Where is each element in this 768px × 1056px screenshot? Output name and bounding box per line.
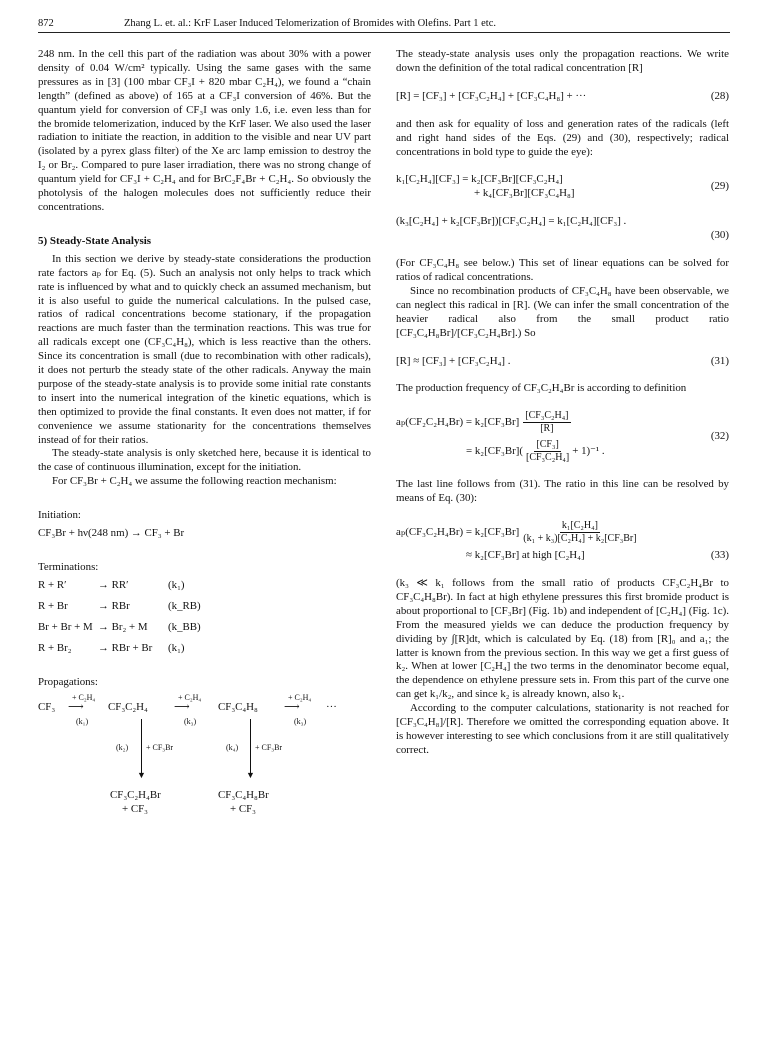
termination-k: (k_RB) xyxy=(168,599,201,612)
section-heading: 5) Steady-State Analysis xyxy=(38,234,152,247)
equation-number: (28) xyxy=(710,89,729,102)
propagation-scheme xyxy=(38,689,371,839)
equation-number: (29) xyxy=(710,180,729,193)
arrow-down-icon: ▼ xyxy=(137,770,146,781)
paragraph: The steady-state analysis uses only the propagation reactions. We write down the definition of the total radical concentration [R] xyxy=(396,48,729,74)
equation-31: [R] ≈ [CF₃] + [CF₃C₂H₄] . (31) xyxy=(396,354,729,367)
ellipsis: ··· xyxy=(326,701,337,714)
right-column xyxy=(396,48,729,758)
running-title: Zhang L. et. al.: KrF Laser Induced Telomerization of Bromides with Olefins. Part 1 etc. xyxy=(124,18,497,29)
species-cf3: CF₃ xyxy=(38,701,56,714)
terminations-table xyxy=(38,579,371,656)
paragraph: and then ask for equality of loss and generation rates of the radicals (left and right hand sides of the Eqs. (29) and (30), respectively; radical concentrations in bold type to guide the eye): xyxy=(396,117,729,158)
termination-rhs: → RBr xyxy=(98,599,130,612)
arrow-label-side: (k₂) xyxy=(116,743,129,753)
arrow-right-icon: ⟶ xyxy=(174,701,190,714)
arrow-down-icon: ▼ xyxy=(246,770,255,781)
species-cf3c2h4: CF₃C₂H₄ xyxy=(108,701,148,714)
arrow-label-bottom: (k₁) xyxy=(76,717,89,727)
arrow-right-icon: ⟶ xyxy=(284,701,300,714)
paragraph: The last line follows from (31). The ratio in this line can be resolved by means of Eq. (30): xyxy=(396,478,729,505)
equation-number: (33) xyxy=(710,549,729,562)
product-cf3: + CF₃ xyxy=(230,803,256,816)
arrow-label-top: + C₂H₄ xyxy=(288,693,312,703)
termination-rhs: → Br₂ + M xyxy=(98,620,148,633)
propagations-label: Propagations: xyxy=(38,675,98,688)
paragraph: According to the computer calculations, stationarity is not reached for [CF₃C₄H₈]/[R]. Therefore we omitted the corresponding equation above. It is however interesting to see which conclusions from it are still qualitatively correct. xyxy=(396,702,729,756)
termination-k: (k₁) xyxy=(168,578,185,591)
paragraph: (For CF₃C₄H₈ see below.) This set of linear equations can be solved for ratios of radical concentrations. xyxy=(396,257,729,283)
paragraph: In this section we derive by steady-state considerations the production rate factors aₚ for Eq. (5). Such an analysis not only helps to track which rate is influenced by what and to quickly check an assumed mechanism, but it is also useful to guide the numerical calculations. In the pulsed case, ratios of radical concentrations become stationary, if the propagation reactions are much faster than the termination reactions. This was true for all radicals except one (CF₃C₄H₈), which is less reactive than the others. Since its concentration is small (due to recombination with other radicals), it does not perturb the steady state of the other radicals. Anyway the main purpose of the steady-state analysis is to provide some initial rate constants to insert into the numerical integration of the kinetic equations, which is then optimized to provide the final constants. It even does not matter, if for convenience we assume stationarity for the concentrations themselves instead of for their ratios. xyxy=(38,252,371,446)
arrow-label-top: + C₂H₄ xyxy=(178,693,202,703)
terminations-label: Terminations: xyxy=(38,561,99,573)
paragraph: The production frequency of CF₃C₂H₄Br is according to definition xyxy=(396,382,687,395)
equation-30: (k₃[C₂H₄] + k₂[CF₃Br])[CF₃C₂H₄] = k₁[C₂H₄][CF₃] . xyxy=(396,215,627,228)
termination-lhs: R + Br₂ xyxy=(38,641,72,654)
equation-32: aₚ(CF₂C₂H₄Br) = k₂[CF₃Br] [CF₃C₂H₄] [R] = k₂[CF₃Br]( [CF₃] [CF₃C₂H₄] + 1)⁻¹ . (32) xyxy=(396,410,729,464)
initiation-equation: CF₃Br + hν(248 nm) → CF₃ + Br xyxy=(38,527,185,540)
product-cf3c2h4br: CF₃C₂H₄Br xyxy=(110,789,161,802)
arrow-label-top: + C₂H₄ xyxy=(72,693,96,703)
equation-28: [R] = [CF₃] + [CF₃C₂H₄] + [CF₃C₄H₈] + ··· (28) xyxy=(396,89,729,102)
termination-k: (k₁) xyxy=(168,641,185,654)
arrow-label-side: (k₄) xyxy=(226,743,239,753)
equation-33: aₚ(CF₃C₂H₄Br) = k₂[CF₃Br] k₁[C₂H₄] (k₁ + k₃)[C₂H₄] + k₂[CF₃Br] ≈ k₂[CF₃Br] at high [C₂H₄] (33) xyxy=(396,520,729,562)
paragraph: For CF₃Br + C₂H₄ we assume the following reaction mechanism: xyxy=(52,475,337,488)
product-cf3: + CF₃ xyxy=(122,803,148,816)
product-cf3c4h8br: CF₃C₄H₈Br xyxy=(218,789,269,802)
arrow-label-bottom: (k₃) xyxy=(294,717,307,727)
equation-number: (31) xyxy=(710,354,729,367)
arrow-right-icon: ⟶ xyxy=(68,701,84,714)
arrow-label-bottom: (k₃) xyxy=(184,717,197,727)
running-header xyxy=(38,18,730,33)
equation-number: (32) xyxy=(710,430,729,443)
termination-k: (k_BB) xyxy=(168,620,201,633)
termination-lhs: Br + Br + M xyxy=(38,620,93,633)
equation-29: k₁[C₂H₄][CF₃] = k₂[CF₃Br][CF₃C₂H₄] + k₄[CF₃Br][CF₃C₄H₈] (29) xyxy=(396,173,729,200)
termination-lhs: R + Br xyxy=(38,599,68,612)
initiation-label: Initiation: xyxy=(38,509,81,522)
page-number: 872 xyxy=(38,18,54,29)
arrow-label-side: + CF₃Br xyxy=(255,743,283,753)
termination-rhs: → RR′ xyxy=(98,578,129,591)
equation-number: (30) xyxy=(710,229,729,242)
termination-rhs: → RBr + Br xyxy=(98,641,153,654)
termination-lhs: R + R′ xyxy=(38,578,67,591)
left-column xyxy=(38,48,371,839)
paragraph: Since no recombination products of CF₃C₄H₈ have been observable, we can neglect this radical in [R]. (We can infer the small concentration of the heavier radical also from the small product ratio [CF₃C₄H₈Br]/[CF₃C₂H₄Br].) So xyxy=(396,284,729,339)
paragraph: 248 nm. In the cell this part of the radiation was about 30% with a power density of 0.04 W/cm² typically. Using the same gases with the same pressures as in [3] (100 mbar CF₃I + 820 mbar C₂H₄), we found a “chain length” (defined as above) of 165 at a CF₃I conversion of 46%. But the quantum yield for conversion of CF₃I was only 1.6, i.e. even less than for the bromide telomerization, induced by the KrF laser. We also used the laser radiation to initiate the reaction, in addition to the visible and near UV part (isolated by a pyrex glass filter) of the Xe arc lamp emission to destroy the I₂ or Br₂. Compared to pure laser irradiation, there was no strong change of quantum yield for CF₃I + C₂H₄ and for BrC₂F₄Br + C₂H₄. So obviously the photolysis of the halogen molecules does not sufficiently reduce their concentrations. xyxy=(38,48,371,213)
arrow-label-side: + CF₃Br xyxy=(146,743,174,753)
paragraph: (k₃ ≪ k₁ follows from the small ratio of products CF₃C₂H₄Br to CF₃C₄H₈Br). In fact at high ethylene pressures this first bromide product is about proportional to [CF₃Br] (Fig. 1b) and independent of [C₂H₄] (Fig. 1c). From the measured yields we can deduce the production frequency by dividing by ∫[R]dt, which is calculated by Eq. (18) from [R]₀ and a₁; the latter is known from the previous section. In this way we get a first guess of k₂. When at lower [C₂H₄] the two terms in the denominator become equal, the dependence on ethylene pressure sets in. From this part of the curve one can get k₁/k₂, and since k₂ is already known, also k₁. xyxy=(396,577,729,701)
paragraph: The steady-state analysis is only sketched here, because it is identical to the case of continuous illumination, except for the initiation. xyxy=(38,447,371,474)
species-cf3c4h8: CF₃C₄H₈ xyxy=(218,701,258,714)
